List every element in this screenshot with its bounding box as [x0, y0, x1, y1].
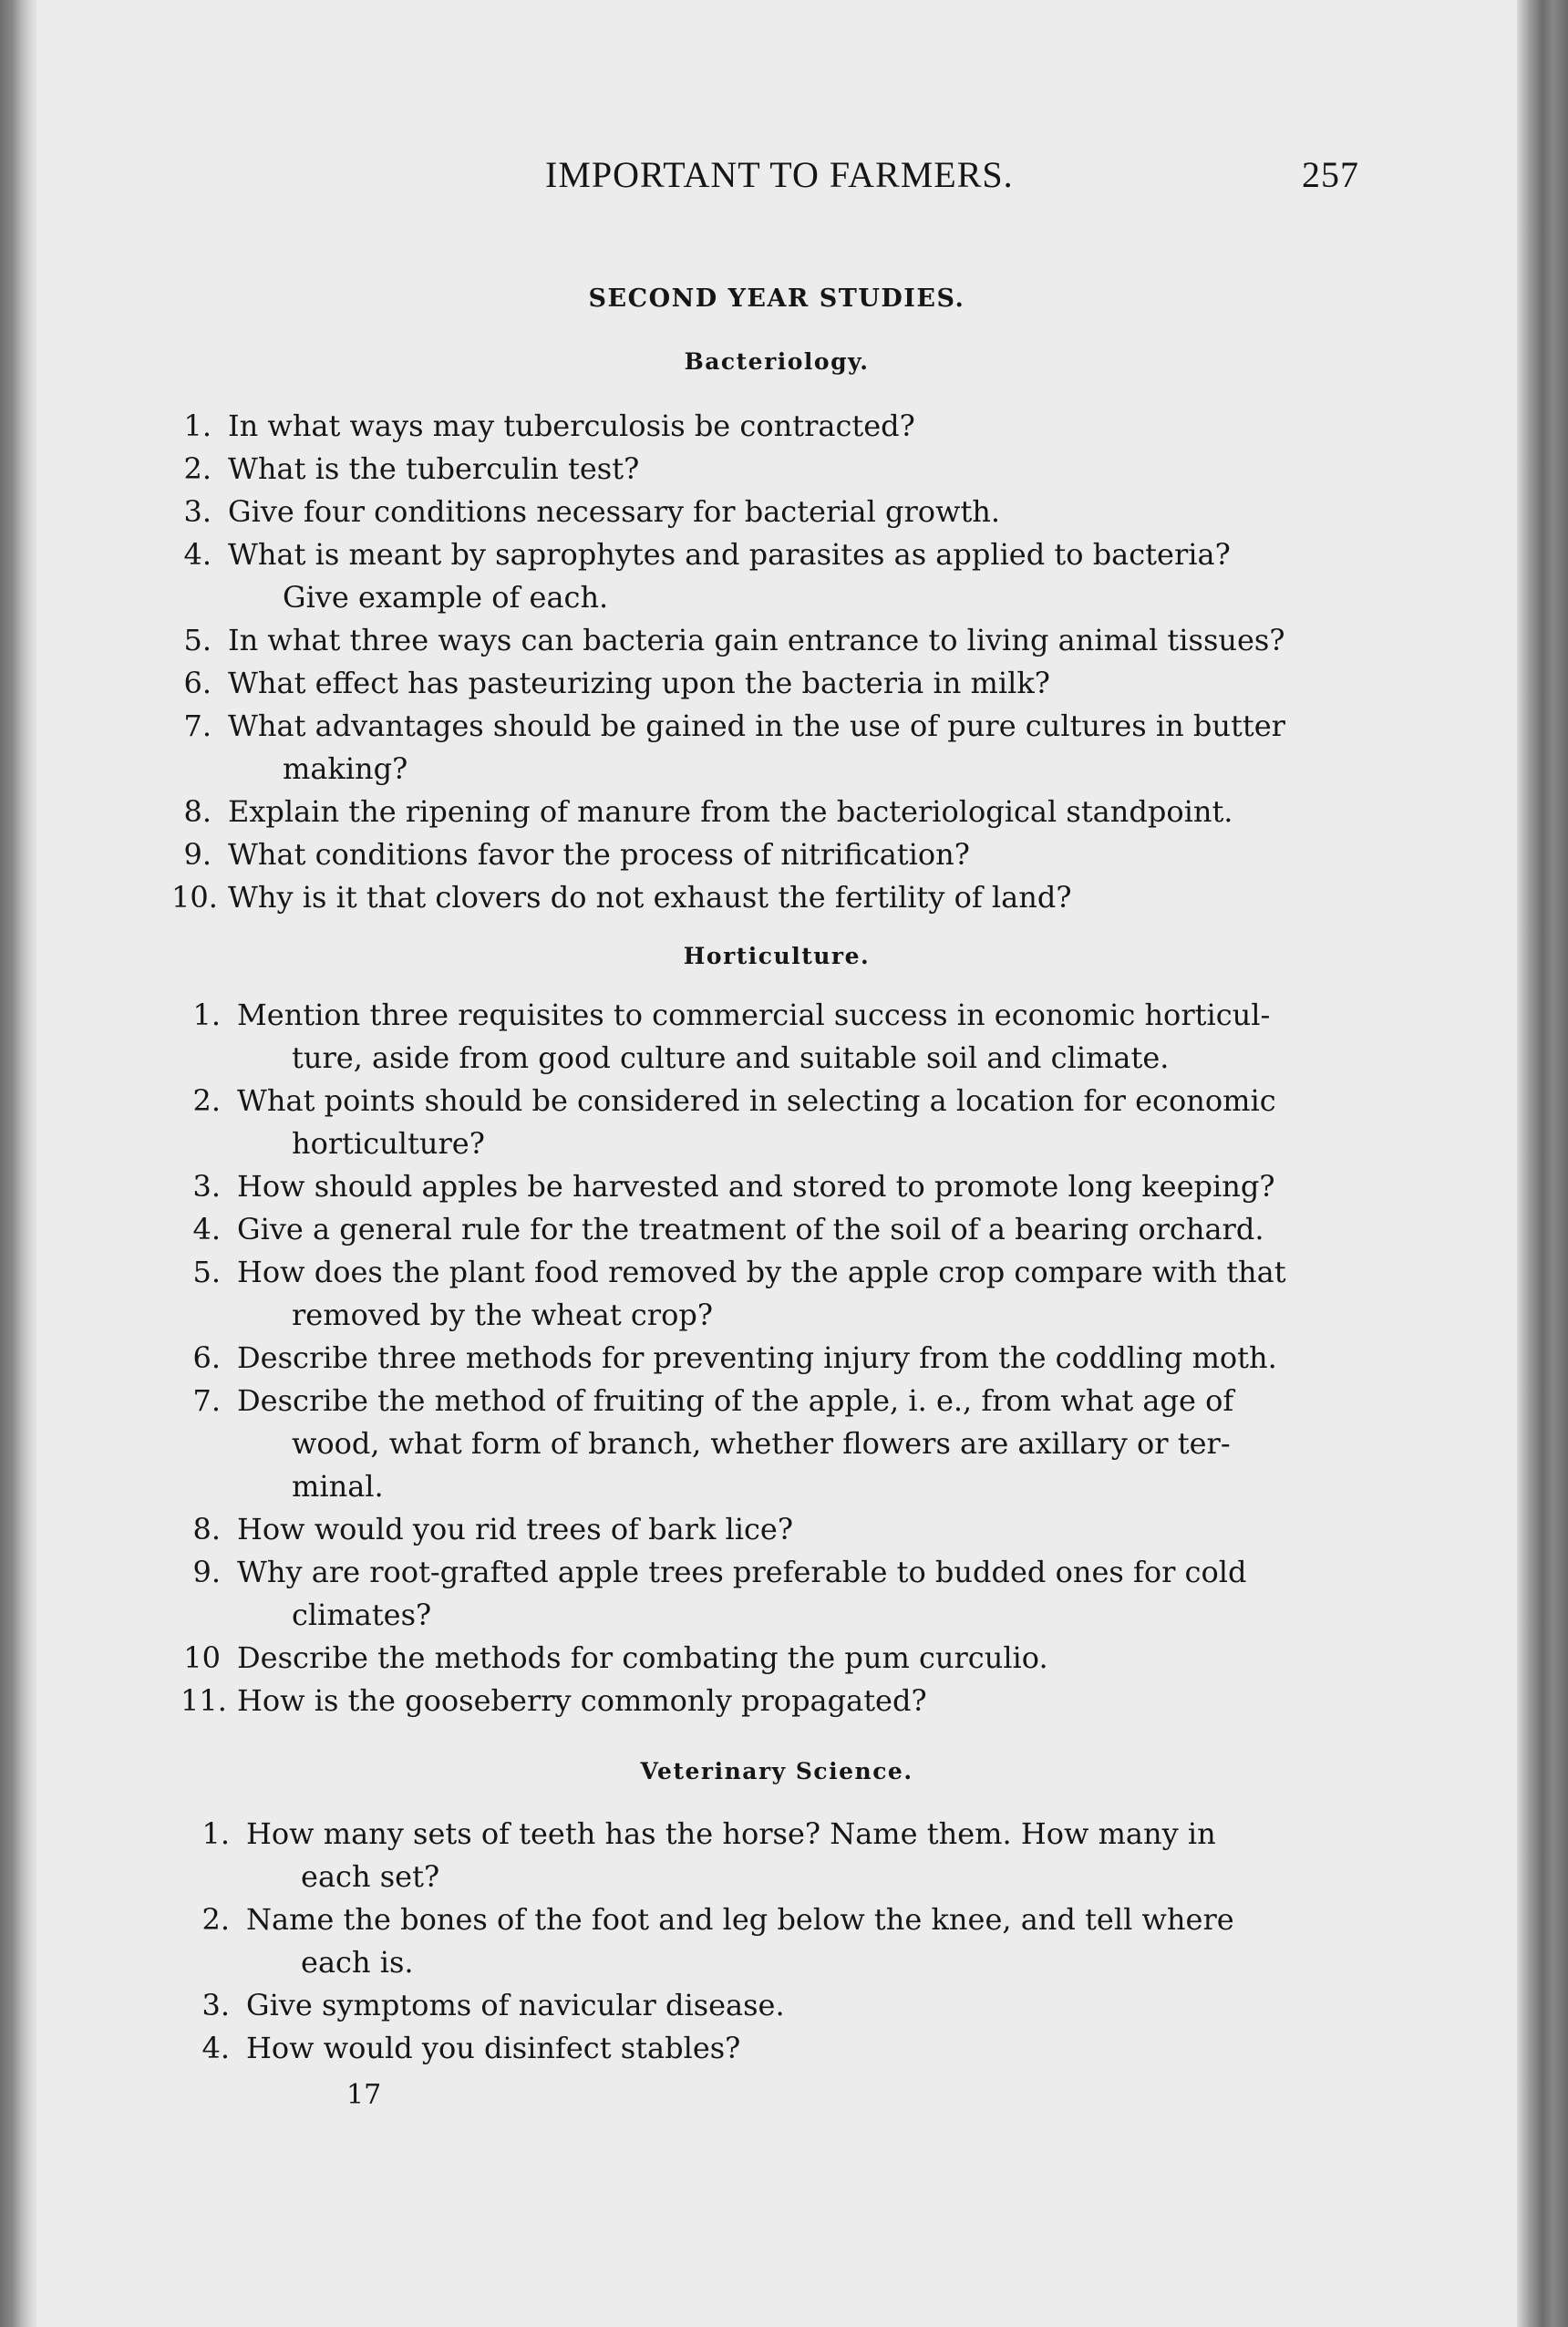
question-item	[171, 619, 1340, 662]
question-text: Describe three methods for preventing injury from the coddling moth.	[237, 1340, 1277, 1375]
question-text: Explain the ripening of manure from the bacteriological standpoint.	[228, 794, 1233, 829]
question-text: How would you rid trees of bark lice?	[237, 1512, 794, 1546]
question-text: In what three ways can bacteria gain entrance to living animal tissues?	[228, 623, 1285, 657]
question-number: 1.	[192, 998, 221, 1032]
question-number: 2.	[201, 1902, 230, 1937]
question-number: 3.	[201, 1988, 230, 2022]
question-item	[171, 491, 1340, 533]
question-number: 9.	[183, 837, 211, 872]
question-number: 9.	[192, 1555, 221, 1589]
question-text: Describe the methods for combating the pum curculio.	[237, 1640, 1048, 1675]
question-text-continuation: making?	[283, 751, 408, 786]
question-text-continuation: ture, aside from good culture and suitable soil and climate.	[292, 1040, 1170, 1075]
question-text-continuation: Give example of each.	[283, 580, 609, 615]
question-item	[181, 994, 1349, 1080]
question-item	[181, 1508, 1349, 1551]
question-item	[171, 533, 1340, 619]
question-number: 8.	[192, 1512, 221, 1546]
question-number: 5.	[183, 623, 211, 657]
question-item	[190, 1898, 1358, 1984]
question-item	[171, 876, 1340, 919]
question-text: Why are root-grafted apple trees preferable to budded ones for cold	[237, 1555, 1247, 1589]
question-text-continuation: horticulture?	[292, 1126, 485, 1161]
question-text: What is the tuberculin test?	[228, 451, 640, 486]
question-text: What effect has pasteurizing upon the bacteria in milk?	[228, 666, 1050, 700]
question-item	[190, 1984, 1358, 2027]
question-text-continuation: each is.	[301, 1945, 414, 1980]
right-page-edge	[1517, 0, 1568, 2327]
question-number: 1.	[183, 409, 211, 443]
horticulture-heading: Horticulture.	[683, 943, 871, 969]
question-item	[190, 2027, 1358, 2070]
question-text-continuation: climates?	[292, 1598, 432, 1632]
left-page-edge	[0, 0, 36, 2327]
question-text: What advantages should be gained in the use of pure cultures in butter	[228, 708, 1285, 743]
question-text: In what ways may tuberculosis be contracted?	[228, 409, 915, 443]
question-item	[171, 833, 1340, 876]
question-number: 5.	[192, 1255, 221, 1289]
question-text: How should apples be harvested and stored to promote long keeping?	[237, 1169, 1275, 1204]
question-item	[181, 1680, 1349, 1722]
question-text-continuation: wood, what form of branch, whether flowers are axillary or ter-	[292, 1426, 1231, 1461]
question-text: How would you disinfect stables?	[246, 2031, 741, 2065]
question-number: 11.	[181, 1683, 227, 1718]
question-item	[171, 705, 1340, 791]
question-number: 10	[183, 1640, 221, 1675]
question-text: How does the plant food removed by the apple crop compare with that	[237, 1255, 1286, 1289]
question-item	[181, 1251, 1349, 1337]
question-number: 1.	[201, 1816, 230, 1851]
question-item	[181, 1337, 1349, 1380]
question-item	[171, 405, 1340, 448]
question-text-continuation: each set?	[301, 1859, 440, 1894]
question-text: What is meant by saprophytes and parasites as applied to bacteria?	[228, 537, 1231, 572]
question-item	[181, 1380, 1349, 1508]
question-number: 10.	[171, 880, 218, 915]
veterinary-question-list	[190, 1813, 1358, 2070]
question-text: What conditions favor the process of nitrification?	[228, 837, 970, 872]
veterinary-heading: Veterinary Science.	[640, 1758, 913, 1784]
question-number: 3.	[183, 494, 211, 529]
question-item	[171, 448, 1340, 491]
bacteriology-question-list	[171, 405, 1340, 919]
question-text: Describe the method of fruiting of the apple, i. e., from what age of	[237, 1383, 1234, 1418]
bacteriology-heading: Bacteriology.	[684, 348, 870, 375]
question-text: How many sets of teeth has the horse? Name them. How many in	[246, 1816, 1216, 1851]
question-number: 7.	[183, 708, 211, 743]
question-item	[181, 1165, 1349, 1208]
question-number: 7.	[192, 1383, 221, 1418]
page-number: 257	[1302, 154, 1359, 195]
question-number: 8.	[183, 794, 211, 829]
question-number: 2.	[192, 1083, 221, 1118]
question-text: How is the gooseberry commonly propagated?	[237, 1683, 927, 1718]
question-item	[181, 1637, 1349, 1680]
question-item	[171, 791, 1340, 833]
question-text: Why is it that clovers do not exhaust the fertility of land?	[228, 880, 1072, 915]
question-number: 6.	[183, 666, 211, 700]
question-number: 3.	[192, 1169, 221, 1204]
question-text-continuation: removed by the wheat crop?	[292, 1298, 713, 1332]
question-number: 2.	[183, 451, 211, 486]
question-text: Give symptoms of navicular disease.	[246, 1988, 785, 2022]
question-item	[181, 1551, 1349, 1637]
book-page	[36, 0, 1517, 2327]
question-text: What points should be considered in selecting a location for economic	[237, 1083, 1276, 1118]
question-number: 4.	[192, 1212, 221, 1246]
question-number: 4.	[183, 537, 211, 572]
question-text: Give a general rule for the treatment of the soil of a bearing orchard.	[237, 1212, 1264, 1246]
question-text: Give four conditions necessary for bacterial growth.	[228, 494, 1001, 529]
signature-mark: 17	[346, 2079, 382, 2111]
question-number: 4.	[201, 2031, 230, 2065]
question-item	[190, 1813, 1358, 1898]
question-item	[181, 1080, 1349, 1165]
question-number: 6.	[192, 1340, 221, 1375]
question-item	[181, 1208, 1349, 1251]
question-text-continuation: minal.	[292, 1469, 384, 1504]
question-item	[171, 662, 1340, 705]
question-text: Name the bones of the foot and leg below the knee, and tell where	[246, 1902, 1234, 1937]
question-text: Mention three requisites to commercial success in economic horticul-	[237, 998, 1271, 1032]
horticulture-question-list	[181, 994, 1349, 1722]
running-title: IMPORTANT TO FARMERS.	[545, 154, 1014, 195]
section-title: SECOND YEAR STUDIES.	[588, 284, 965, 313]
